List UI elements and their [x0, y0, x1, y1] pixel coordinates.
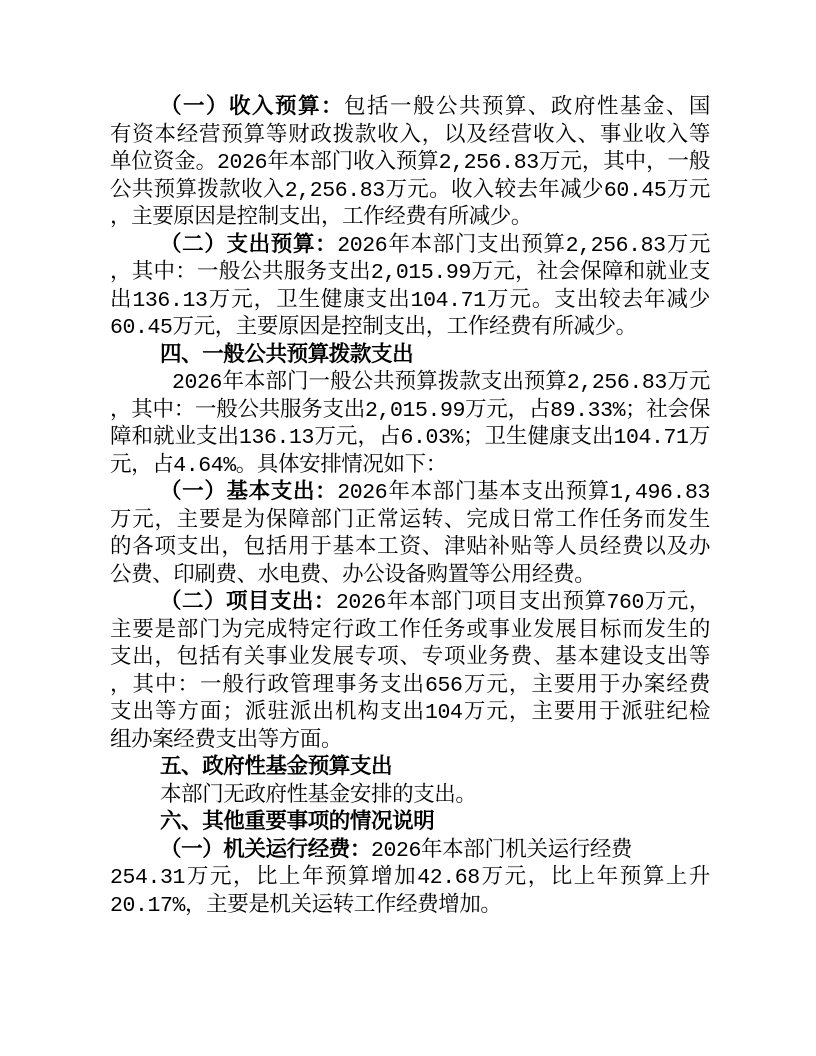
text-line: 20.17%，主要是机关运转工作经费增加。 — [110, 893, 502, 918]
text-line: 公费、印刷费、水电费、办公设备购置等公用经费。 — [110, 563, 596, 588]
text-line: 60.45万元，主要原因是控制支出，工作经费有所减少。 — [110, 316, 637, 340]
text-line — [110, 590, 710, 618]
text-line: 公共预算拨款收入2,256.83万元。收入较去年减少60.45万元 — [110, 178, 710, 203]
text-line: 254.31万元，比上年预算增加42.68万元，比上年预算上升 — [110, 866, 710, 890]
bold-label-expense-budget: （二）支出预算： — [160, 233, 338, 258]
text-line: 支出，包括有关事业发展专项、专项业务费、基本建设支出等 — [110, 646, 710, 670]
text-line — [110, 480, 710, 508]
text-line: 组办案经费支出等方面。 — [110, 728, 343, 753]
text-run: 2026年本部门基本支出预算1,496.83 — [337, 481, 710, 505]
text-line: ，其中：一般行政管理事务支出656万元，主要用于办案经费 — [110, 673, 710, 698]
bold-label-income-budget: （一）收入预算： — [160, 96, 344, 120]
bold-label-operating-funds: （一）机关运行经费： — [160, 838, 372, 863]
text-line: 障和就业支出136.13万元，占6.03%；卫生健康支出104.71万 — [110, 426, 710, 450]
text-line: 元，占4.64%。具体安排情况如下： — [110, 453, 447, 478]
text-line — [110, 838, 710, 866]
heading-section-six: 六、其他重要事项的情况说明 — [160, 811, 435, 835]
heading-section-five: 五、政府性基金预算支出 — [160, 756, 393, 780]
text-run: 2026年本部门支出预算2,256.83万元 — [337, 233, 710, 258]
text-run: 2026年本部门项目支出预算760万元， — [335, 591, 710, 615]
text-line: 有资本经营预算等财政拨款收入，以及经营收入、事业收入等 — [110, 123, 710, 148]
text-line: ，其中：一般公共服务支出2,015.99万元，占89.33%；社会保 — [110, 398, 710, 423]
text-line: 万元，主要是为保障部门正常运转、完成日常工作任务而发生 — [110, 508, 710, 533]
document-body — [110, 95, 710, 920]
text-line: 支出等方面；派驻派出机构支出104万元，主要用于派驻纪检 — [110, 701, 710, 725]
text-run: 包括一般公共预算、政府性基金、国 — [343, 96, 710, 120]
text-line — [110, 233, 710, 261]
text-run: 2026年本部门机关运行经费 — [371, 838, 633, 863]
text-line: 2026年本部门一般公共预算拨款支出预算2,256.83万元 — [172, 371, 710, 395]
text-line: 出136.13万元，卫生健康支出104.71万元。支出较去年减少 — [110, 288, 710, 313]
bold-label-project-expense: （二）项目支出： — [160, 591, 336, 615]
bold-label-basic-expense: （一）基本支出： — [160, 481, 338, 505]
text-line: 主要是部门为完成特定行政工作任务或事业发展目标而发生的 — [110, 618, 710, 643]
text-line: ，其中：一般公共服务支出2,015.99万元，社会保障和就业支 — [110, 261, 710, 285]
text-line: 单位资金。2026年本部门收入预算2,256.83万元，其中，一般 — [110, 151, 710, 175]
heading-section-four: 四、一般公共预算拨款支出 — [160, 343, 414, 368]
text-line: 本部门无政府性基金安排的支出。 — [160, 783, 477, 808]
text-line — [110, 95, 710, 123]
text-line: ，主要原因是控制支出，工作经费有所减少。 — [110, 206, 533, 230]
text-line: 的各项支出，包括用于基本工资、津贴补贴等人员经费以及办 — [110, 536, 710, 560]
